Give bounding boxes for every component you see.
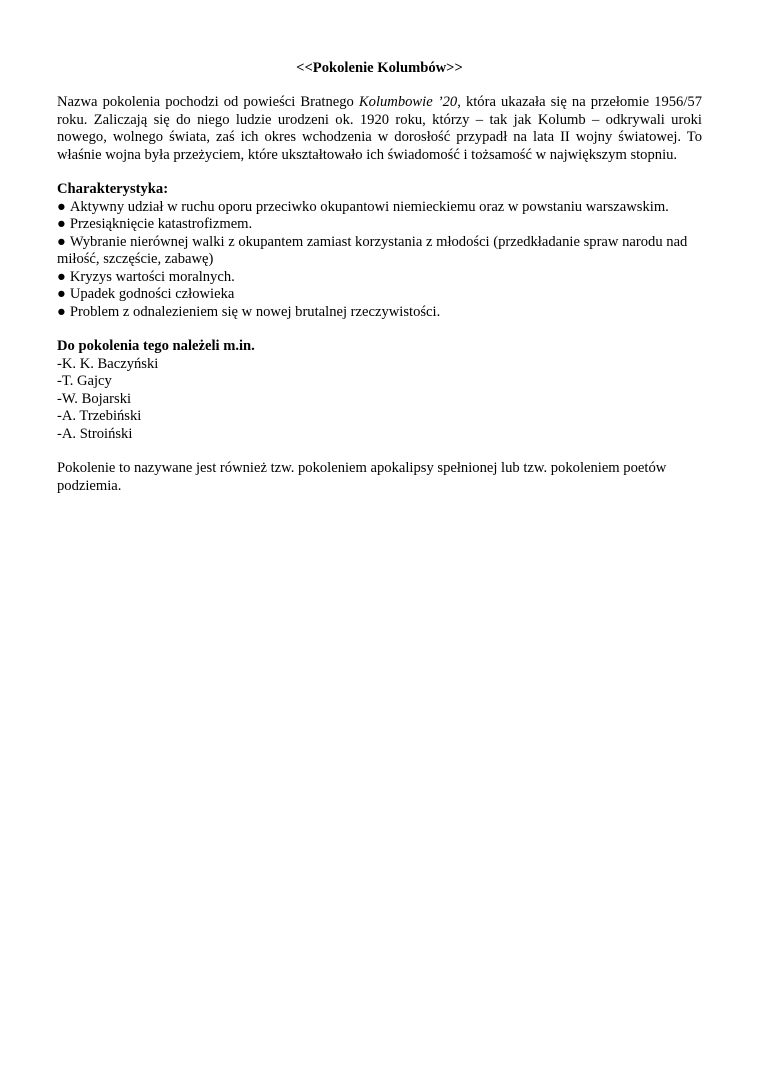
characteristic-text: Aktywny udział w ruchu oporu przeciwko okupantowi niemieckiemu oraz w powstaniu warszawskim. [69, 198, 669, 215]
characteristic-text: Przesiąknięcie katastrofizmem. [69, 216, 253, 232]
characteristic-item [57, 304, 702, 322]
member-item: -W. Bojarski [57, 390, 132, 407]
closing-paragraph: Pokolenie to nazywane jest również tzw. pokoleniem apokalipsy spełnionej lub tzw. pokoleniem poetów podziemia. [57, 460, 667, 494]
intro-paragraph [57, 94, 702, 164]
bullet-icon: ● [57, 216, 66, 232]
characteristics-heading: Charakterystyka: [57, 181, 169, 197]
characteristic-item [57, 286, 702, 304]
characteristic-text: Kryzys wartości moralnych. [69, 268, 235, 285]
member-item: -A. Trzebiński [57, 408, 142, 424]
bullet-icon: ● [57, 233, 66, 250]
bullet-icon: ● [57, 198, 66, 215]
bullet-icon: ● [57, 286, 66, 302]
member-item: -A. Stroiński [57, 425, 133, 442]
members-list [57, 356, 702, 444]
intro-text-start: Nazwa pokolenia pochodzi od powieści Bratnego [57, 94, 359, 110]
characteristic-item [57, 216, 702, 234]
characteristic-text: Problem z odnalezieniem się w nowej brutalnej rzeczywistości. [69, 303, 441, 320]
member-item: -K. K. Baczyński [57, 355, 159, 372]
intro-text-end: , która ukazała się na przełomie 1956/57 roku. Zaliczają się do niego ludzie urodzeni ok. 1920 roku, którzy – tak jak Kolumb – odkrywali uroki nowego, wolnego świata, zaś ich okres wchodzenia w dorosłość przypadł na lata II wojny światowej. To właśnie wojna była przeżyciem, które ukształtowało ich świadomość i tożsamość w największym stopniu. [57, 94, 702, 163]
characteristic-text: Upadek godności człowieka [69, 286, 235, 302]
member-item: -T. Gajcy [57, 373, 112, 389]
document-title: <<Pokolenie Kolumbów>> [296, 60, 463, 76]
bullet-icon: ● [57, 268, 66, 285]
characteristics-list [57, 199, 702, 322]
members-heading: Do pokolenia tego należeli m.in. [57, 338, 255, 354]
characteristic-item [57, 199, 702, 217]
characteristic-item [57, 269, 702, 287]
characteristic-text: Wybranie nierównej walki z okupantem zamiast korzystania z młodości (przedkładanie spraw narodu nad miłość, szczęście, zabawę) [57, 233, 688, 267]
characteristic-item [57, 234, 702, 269]
bullet-icon: ● [57, 303, 66, 320]
book-title: Kolumbowie ’20 [358, 94, 458, 110]
